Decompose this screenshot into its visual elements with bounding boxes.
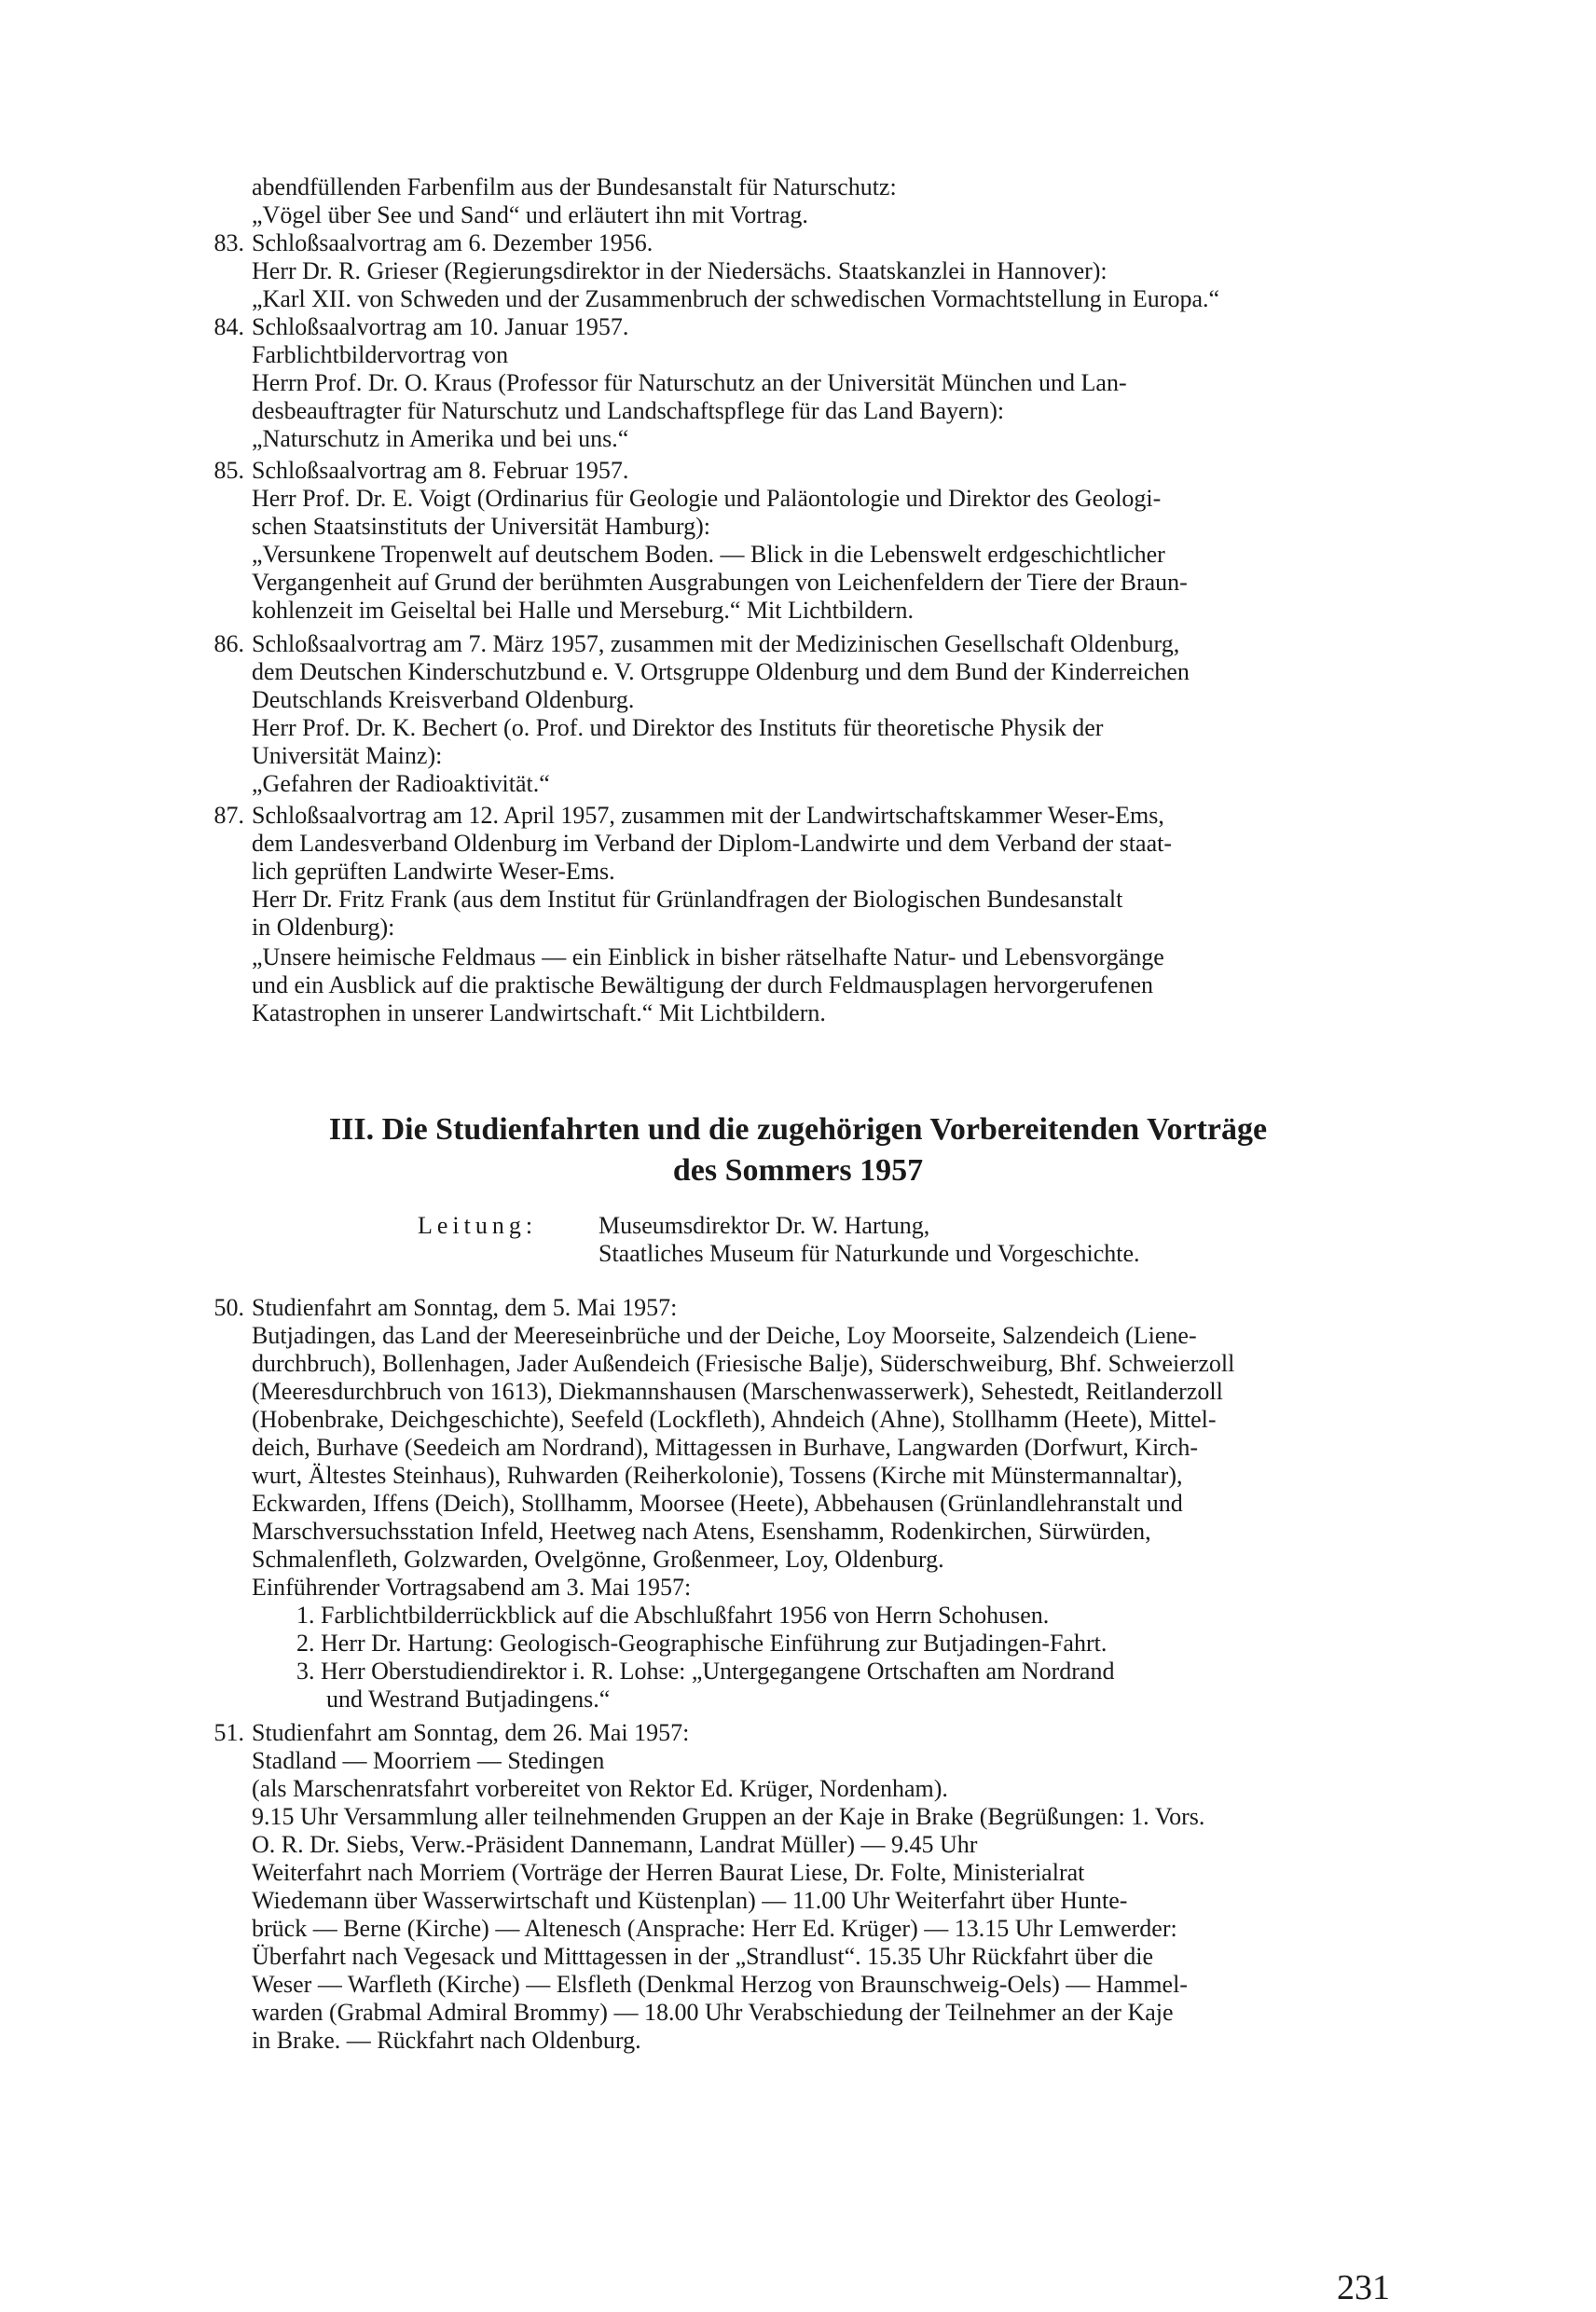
entry-text: Weiterfahrt nach Morriem (Vorträge der Herren Baurat Liese, Dr. Folte, Ministerialrat xyxy=(252,1859,1085,1886)
section-heading-continued: des Sommers 1957 xyxy=(672,1153,924,1188)
section-heading: III. Die Studienfahrten und die zugehörigen Vorbereitenden Vorträge xyxy=(328,1112,1268,1147)
entry-text: Marschversuchsstation Infeld, Heetweg nach Atens, Esenshamm, Rodenkirchen, Sürwürden, xyxy=(252,1518,1151,1545)
entry-text: Schmalenfleth, Golzwarden, Ovelgönne, Großenmeer, Loy, Oldenburg. xyxy=(252,1546,944,1573)
entry-text: Studienfahrt am Sonntag, dem 5. Mai 1957: xyxy=(252,1294,678,1321)
entry-number: 85. xyxy=(213,457,244,484)
entry-text: Überfahrt nach Vegesack und Mitttagessen in der „Strandlust“. 15.35 Uhr Rückfahrt über die xyxy=(252,1943,1154,1970)
entry-text: Schloßsaalvortrag am 6. Dezember 1956. xyxy=(252,229,654,256)
entry-text: „Naturschutz in Amerika und bei uns.“ xyxy=(252,425,629,452)
entry-text: Schloßsaalvortrag am 10. Januar 1957. xyxy=(252,313,629,340)
entry-text: Eckwarden, Iffens (Deich), Stollhamm, Moorsee (Heete), Abbehausen (Grünlandlehranstalt und xyxy=(252,1490,1183,1517)
entry-text: Wiedemann über Wasserwirtschaft und Küstenplan) — 11.00 Uhr Weiterfahrt über Hunte- xyxy=(252,1887,1128,1914)
entry-text: dem Deutschen Kinderschutzbund e. V. Ortsgruppe Oldenburg und dem Bund der Kinderreichen xyxy=(252,658,1190,685)
entry-text: Herr Prof. Dr. K. Bechert (o. Prof. und Direktor des Instituts für theoretische Physik der xyxy=(252,714,1104,741)
entry-text: Stadland — Moorriem — Stedingen xyxy=(252,1747,605,1774)
leitung-name: Museumsdirektor Dr. W. Hartung, xyxy=(598,1212,930,1239)
entry-text: „Karl XII. von Schweden und der Zusammenbruch der schwedischen Vormachtstellung in Europa.“ xyxy=(252,285,1220,312)
entry-text: abendfüllenden Farbenfilm aus der Bundesanstalt für Naturschutz: xyxy=(252,173,897,200)
entry-text: in Oldenburg): xyxy=(252,914,395,941)
entry-text: Universität Mainz): xyxy=(252,742,443,769)
entry-text: Studienfahrt am Sonntag, dem 26. Mai 1957: xyxy=(252,1719,690,1746)
entry-text: Herrn Prof. Dr. O. Kraus (Professor für Naturschutz an der Universität München und Lan- xyxy=(252,369,1127,396)
entry-text: Herr Dr. R. Grieser (Regierungsdirektor in der Niedersächs. Staatskanzlei in Hannover): xyxy=(252,257,1108,284)
entry-text: Herr Prof. Dr. E. Voigt (Ordinarius für Geologie und Paläontologie und Direktor des Geologi- xyxy=(252,485,1162,512)
entry-text: wurt, Ältestes Steinhaus), Ruhwarden (Reiherkolonie), Tossens (Kirche mit Münstermannaltar), xyxy=(252,1462,1183,1489)
entry-text: O. R. Dr. Siebs, Verw.-Präsident Dannemann, Landrat Müller) — 9.45 Uhr xyxy=(252,1831,978,1858)
entry-text: Herr Dr. Fritz Frank (aus dem Institut für Grünlandfragen der Biologischen Bundesanstalt xyxy=(252,886,1123,913)
entry-text: in Brake. — Rückfahrt nach Oldenburg. xyxy=(252,2027,641,2054)
entry-text: warden (Grabmal Admiral Brommy) — 18.00 Uhr Verabschiedung der Teilnehmer an der Kaje xyxy=(252,1999,1174,2026)
entry-text: „Gefahren der Radioaktivität.“ xyxy=(252,770,550,797)
entry-text: (Hobenbrake, Deichgeschichte), Seefeld (Lockfleth), Ahndeich (Ahne), Stollhamm (Heete), Mittel- xyxy=(252,1406,1217,1433)
entry-text: „Unsere heimische Feldmaus — ein Einblick in bisher rätselhafte Natur- und Lebensvorgänge xyxy=(252,943,1164,970)
entry-text: Vergangenheit auf Grund der berühmten Ausgrabungen von Leichenfeldern der Tiere der Braun- xyxy=(252,569,1188,596)
entry-text: kohlenzeit im Geiseltal bei Halle und Merseburg.“ Mit Lichtbildern. xyxy=(252,597,914,624)
entry-text: Deutschlands Kreisverband Oldenburg. xyxy=(252,686,635,713)
leitung-label: Leitung: xyxy=(418,1212,538,1239)
entry-text: Einführender Vortragsabend am 3. Mai 1957: xyxy=(252,1574,692,1601)
entry-text: Schloßsaalvortrag am 7. März 1957, zusammen mit der Medizinischen Gesellschaft Oldenburg, xyxy=(252,630,1180,657)
entry-text: dem Landesverband Oldenburg im Verband der Diplom-Landwirte und dem Verband der staat- xyxy=(252,830,1172,857)
entry-text: durchbruch), Bollenhagen, Jader Außendeich (Friesische Balje), Süderschweiburg, Bhf. Schweierzoll xyxy=(252,1350,1235,1377)
entry-number: 51. xyxy=(213,1719,244,1746)
entry-text: „Versunkene Tropenwelt auf deutschem Boden. — Blick in die Lebenswelt erdgeschichtlicher xyxy=(252,541,1165,568)
leitung-institution: Staatliches Museum für Naturkunde und Vorgeschichte. xyxy=(598,1240,1140,1267)
entry-text: 3. Herr Oberstudiendirektor i. R. Lohse: „Untergegangene Ortschaften am Nordrand xyxy=(296,1658,1115,1685)
entry-text: Weser — Warfleth (Kirche) — Elsfleth (Denkmal Herzog von Braunschweig-Oels) — Hammel- xyxy=(252,1971,1188,1998)
entry-number: 83. xyxy=(213,229,244,256)
entry-text: lich geprüften Landwirte Weser-Ems. xyxy=(252,858,615,885)
entry-text: 1. Farblichtbilderrückblick auf die Abschlußfahrt 1956 von Herrn Schohusen. xyxy=(296,1602,1050,1629)
entry-text: 9.15 Uhr Versammlung aller teilnehmenden Gruppen an der Kaje in Brake (Begrüßungen: 1. Vors. xyxy=(252,1803,1205,1830)
entry-number: 86. xyxy=(213,630,244,657)
entry-text: Butjadingen, das Land der Meereseinbrüche und der Deiche, Loy Moorseite, Salzendeich (Liene- xyxy=(252,1322,1197,1349)
entry-text: Katastrophen in unserer Landwirtschaft.“ Mit Lichtbildern. xyxy=(252,999,826,1026)
entry-number: 84. xyxy=(213,313,244,340)
entry-text: desbeauftragter für Naturschutz und Landschaftspflege für das Land Bayern): xyxy=(252,397,1005,424)
entry-text: und Westrand Butjadingens.“ xyxy=(326,1686,611,1713)
entry-text: und ein Ausblick auf die praktische Bewältigung der durch Feldmausplagen hervorgerufenen xyxy=(252,971,1154,998)
entry-text: 2. Herr Dr. Hartung: Geologisch-Geographische Einführung zur Butjadingen-Fahrt. xyxy=(296,1630,1108,1657)
entry-text: deich, Burhave (Seedeich am Nordrand), Mittagessen in Burhave, Langwarden (Dorfwurt, Kirch- xyxy=(252,1434,1199,1461)
entry-number: 87. xyxy=(213,802,244,829)
entry-text: Schloßsaalvortrag am 8. Februar 1957. xyxy=(252,457,629,484)
entry-text: schen Staatsinstituts der Universität Hamburg): xyxy=(252,513,710,540)
entry-text: Schloßsaalvortrag am 12. April 1957, zusammen mit der Landwirtschaftskammer Weser-Ems, xyxy=(252,802,1164,829)
entry-text: „Vögel über See und Sand“ und erläutert ihn mit Vortrag. xyxy=(252,201,808,228)
entry-text: Farblichtbildervortrag von xyxy=(252,341,509,368)
entry-text: (als Marschenratsfahrt vorbereitet von Rektor Ed. Krüger, Nordenham). xyxy=(252,1775,948,1802)
entry-text: (Meeresdurchbruch von 1613), Diekmannshausen (Marschenwasserwerk), Sehestedt, Reitlanderzoll xyxy=(252,1378,1223,1405)
page-number: 231 xyxy=(1337,2268,1390,2307)
entry-text: brück — Berne (Kirche) — Altenesch (Ansprache: Herr Ed. Krüger) — 13.15 Uhr Lemwerder: xyxy=(252,1915,1177,1942)
entry-number: 50. xyxy=(213,1294,244,1321)
